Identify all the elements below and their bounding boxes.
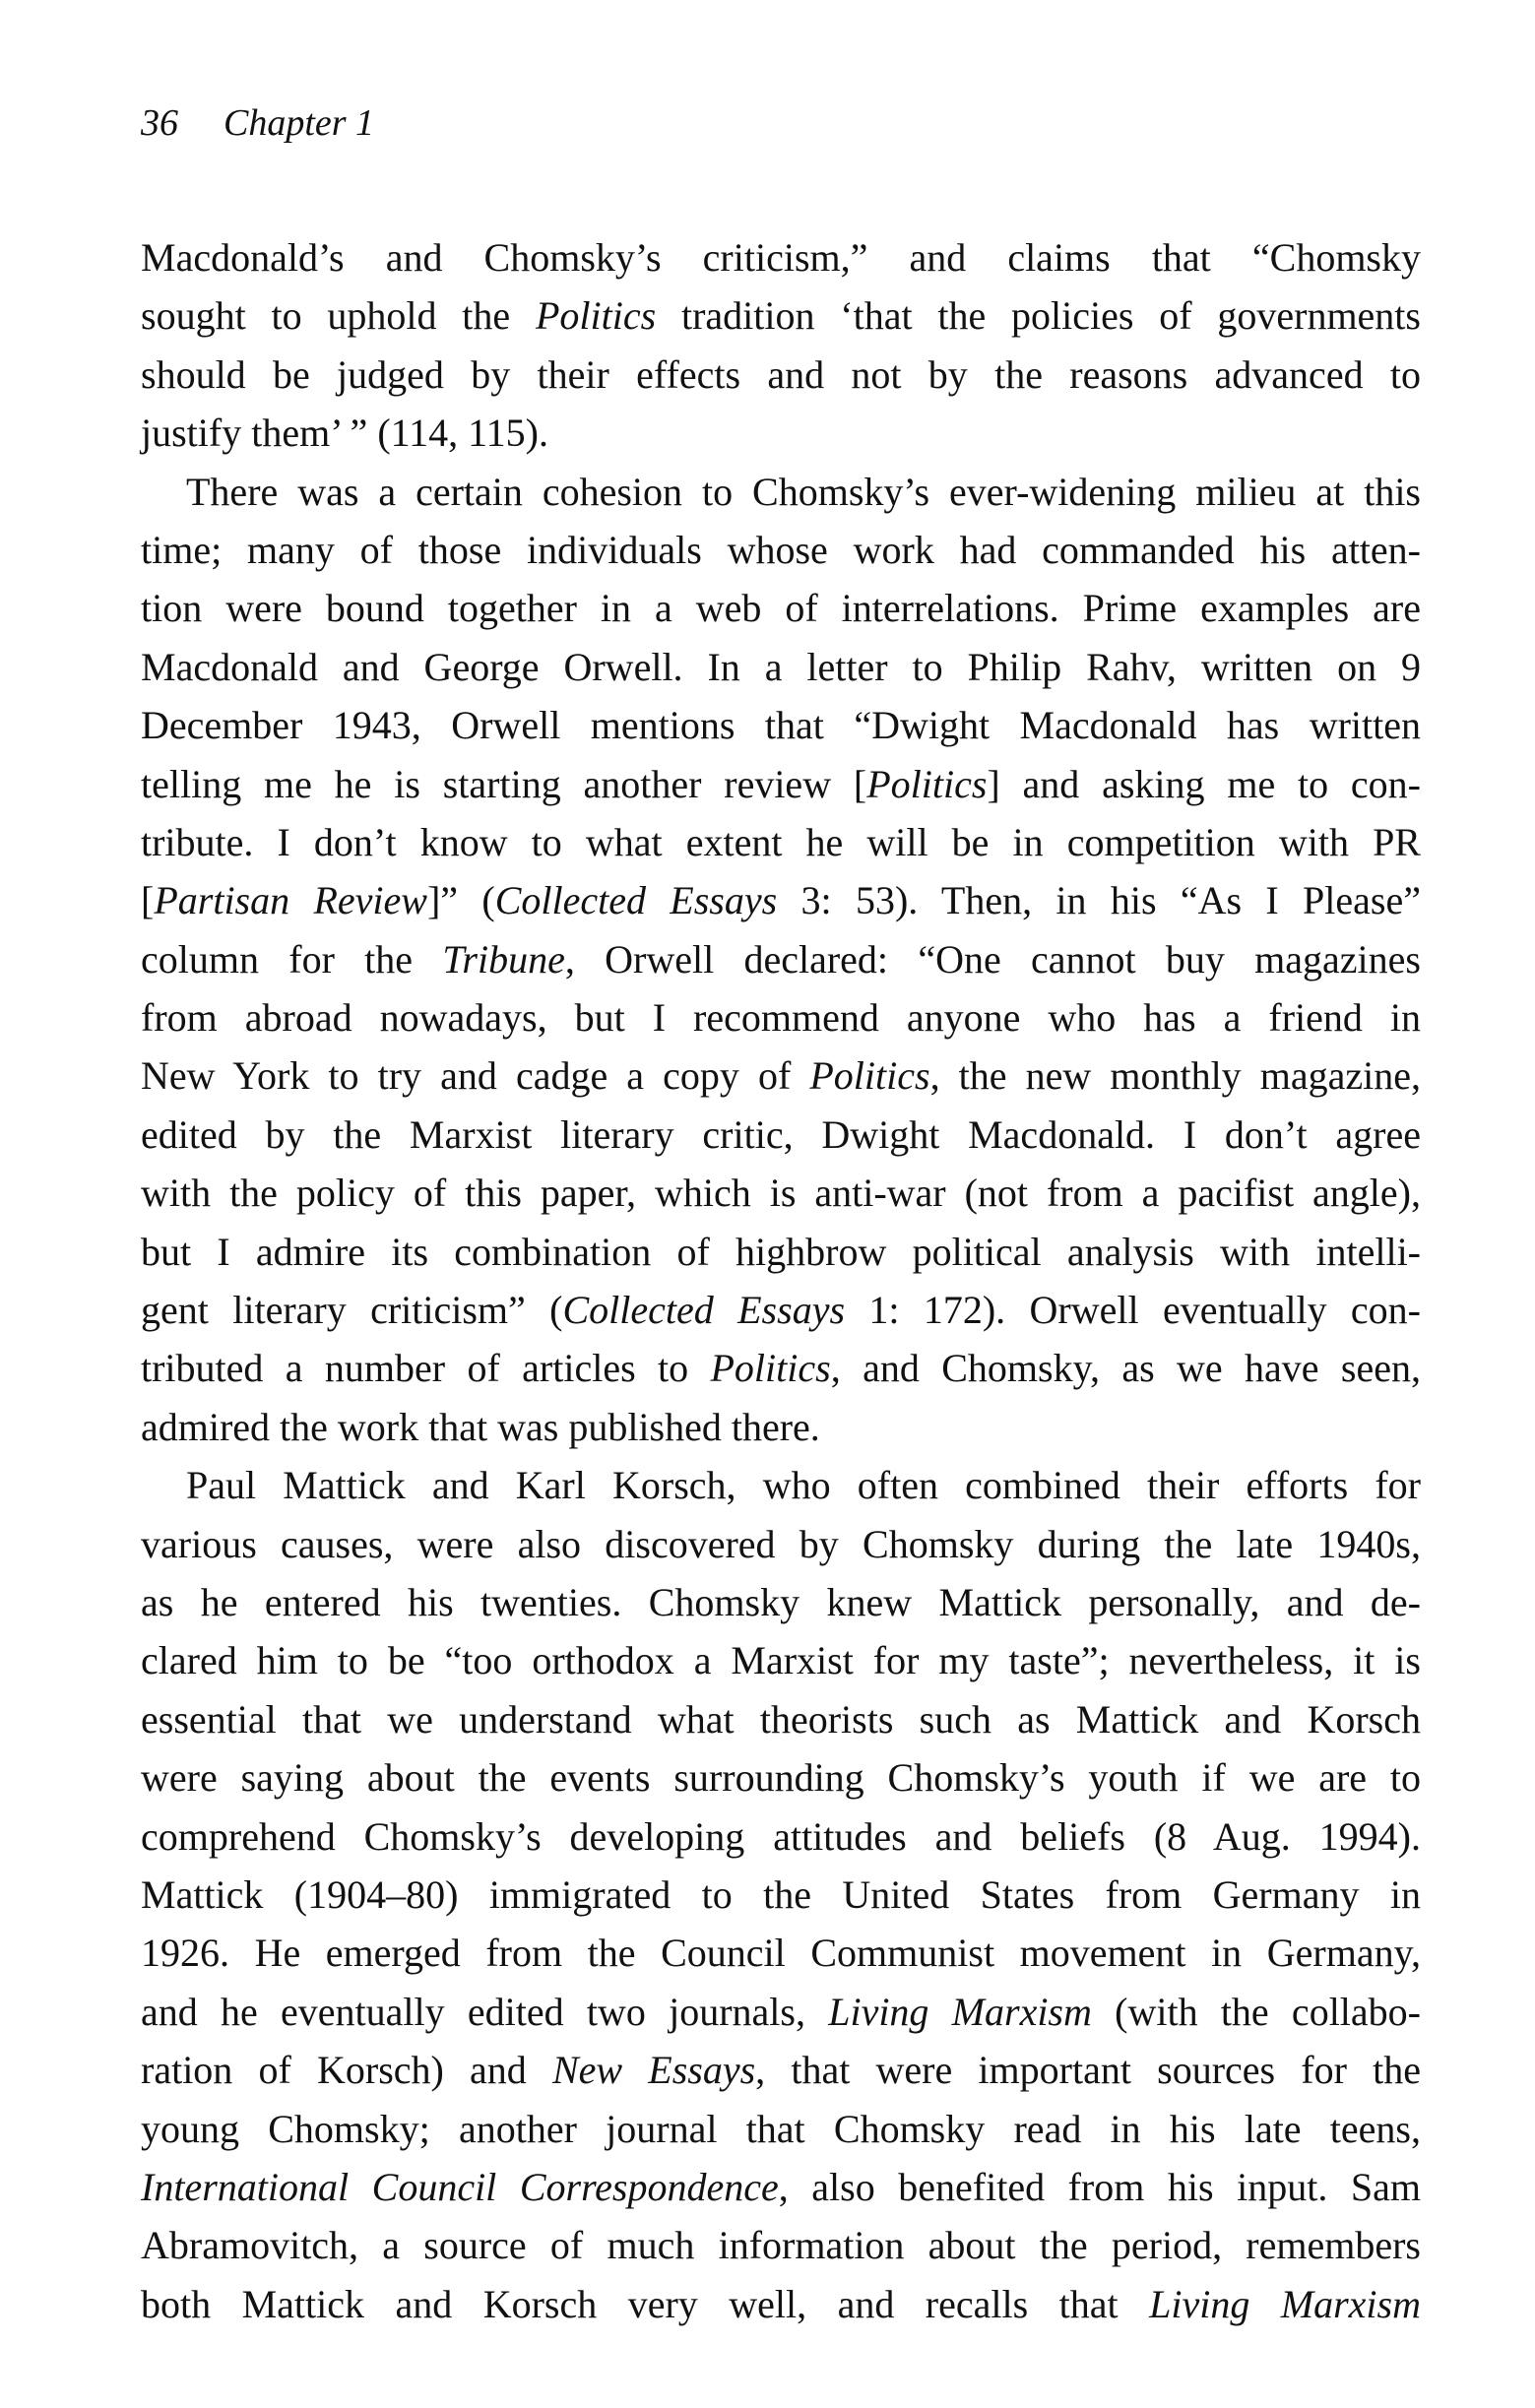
text-line: but I admire its combination of highbrow political analysis with intelli-: [141, 1229, 1421, 1274]
body-text: [141, 228, 1421, 2333]
text-line: gent literary criticism” (Collected Essays 1: 172). Orwell eventually con-: [141, 1288, 1422, 1333]
text-line: tion were bound together in a web of interrelations. Prime examples are: [141, 586, 1421, 631]
text-line: were saying about the events surrounding Chomsky’s youth if we are to: [141, 1755, 1421, 1801]
text-line: comprehend Chomsky’s developing attitudes and beliefs (8 Aug. 1994).: [141, 1813, 1421, 1859]
text-line: column for the Tribune, Orwell declared: “One cannot buy magazines: [141, 936, 1421, 982]
text-line: both Mattick and Korsch very well, and recalls that Living Marxism: [141, 2281, 1421, 2326]
text-line: with the policy of this paper, which is anti-war (not from a pacifist angle),: [141, 1171, 1421, 1216]
text-line: and he eventually edited two journals, Living Marxism (with the collabo-: [141, 1989, 1421, 2034]
text-line: clared him to be “too orthodox a Marxist for my taste”; nevertheless, it is: [141, 1638, 1421, 1683]
text-line: time; many of those individuals whose work had commanded his atten-: [141, 527, 1421, 572]
text-line: December 1943, Orwell mentions that “Dwight Macdonald has written: [141, 703, 1421, 748]
text-line: edited by the Marxist literary critic, Dwight Macdonald. I don’t agree: [141, 1111, 1421, 1157]
text-line: justify them’ ” (114, 115).: [141, 411, 548, 456]
text-line: essential that we understand what theorists such as Mattick and Korsch: [141, 1696, 1421, 1742]
text-line: Mattick (1904–80) immigrated to the United States from Germany in: [141, 1871, 1421, 1917]
text-line: admired the work that was published there.: [141, 1404, 820, 1449]
running-header: [141, 104, 374, 142]
text-line: tribute. I don’t know to what extent he will be in competition with PR: [141, 819, 1421, 864]
text-line: Macdonald’s and Chomsky’s criticism,” and claims that “Chomsky: [141, 235, 1421, 280]
text-line: from abroad nowadays, but I recommend anyone who has a friend in: [141, 995, 1421, 1041]
text-line: There was a certain cohesion to Chomsky’s ever-widening milieu at this: [186, 469, 1421, 514]
text-line: [Partisan Review]” (Collected Essays 3: 53). Then, in his “As I Please”: [141, 878, 1421, 923]
text-line: New York to try and cadge a copy of Politics, the new monthly magazine,: [141, 1053, 1422, 1099]
text-line: Paul Mattick and Karl Korsch, who often combined their efforts for: [186, 1463, 1421, 1508]
page-number: 36: [141, 102, 178, 144]
text-line: International Council Correspondence, also benefited from his input. Sam: [141, 2164, 1421, 2209]
text-line: young Chomsky; another journal that Chomsky read in his late teens,: [141, 2106, 1421, 2151]
text-line: Macdonald and George Orwell. In a letter to Philip Rahv, written on 9: [141, 644, 1421, 689]
text-line: sought to uphold the Politics tradition ‘that the policies of governments: [141, 293, 1421, 339]
text-line: telling me he is starting another review [Politics] and asking me to con-: [141, 761, 1422, 806]
text-line: tributed a number of articles to Politics, and Chomsky, as we have seen,: [141, 1346, 1421, 1391]
text-line: 1926. He emerged from the Council Communist movement in Germany,: [141, 1931, 1421, 1976]
text-line: ration of Korsch) and New Essays, that were important sources for the: [141, 2048, 1421, 2093]
text-line: should be judged by their effects and not by the reasons advanced to: [141, 351, 1421, 397]
text-line: as he entered his twenties. Chomsky knew Mattick personally, and de-: [141, 1579, 1421, 1624]
text-line: Abramovitch, a source of much information about the period, remembers: [141, 2223, 1421, 2268]
running-title: Chapter 1: [224, 102, 375, 144]
text-line: various causes, were also discovered by Chomsky during the late 1940s,: [141, 1521, 1421, 1566]
